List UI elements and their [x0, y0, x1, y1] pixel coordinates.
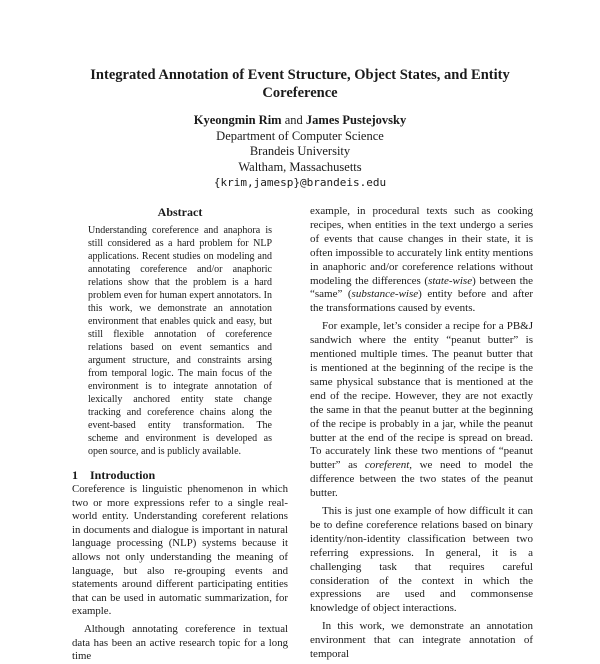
left-column [72, 205, 288, 664]
author-department: Department of Computer Science [216, 128, 384, 143]
author-names [100, 113, 500, 129]
section-number: 1 [72, 468, 78, 482]
author-1: Kyeongmin Rim [193, 113, 282, 127]
introduction-heading [72, 468, 288, 483]
author-2: James Pustejovsky [305, 113, 407, 127]
author-city: Waltham, Massachusetts [238, 159, 362, 174]
text-run: For example, let’s consider a recipe for a PB&J sandwich where the entity “peanut butter” is mentioned multiple times. The peanut butter that is mentioned at the beginning of the recipe is the same physical substance that is mentioned at the end of the recipe. However, they are not exactly the same in that the peanut butter at the beginning of the recipe is probably in a jar, while the peanut butter at the end of the recipe is spread on bread. To accurately link these two mentions of “peanut butter” as [310, 320, 533, 472]
text-run: ) entity before and after the transformations caused by events. [310, 288, 534, 315]
right-column [310, 205, 533, 662]
emphasis-state-wise: state-wise [428, 274, 473, 287]
author-university: Brandeis University [249, 144, 351, 158]
right-paragraph-1 [310, 205, 533, 316]
emphasis-coreferent: coreferent [364, 459, 410, 472]
section-title: Introduction [90, 468, 156, 482]
text-run: example, in procedural texts such as cooking recipes, when entities in the text undergo a series of events that cause changes in their state, it is often impossible to accurately link entity mentions in anaphoric and/or coreference relations without modeling the differences ( [310, 205, 534, 287]
author-email: {krim,jamesp}@brandeis.edu [213, 176, 387, 189]
introduction-paragraph-2: Although annotating coreference in textual data has been an active research topic for a long time [72, 622, 288, 663]
emphasis-substance-wise: substance-wise [351, 288, 419, 301]
author-conjunction: and [284, 113, 303, 127]
author-block [100, 113, 500, 191]
paper-title: Integrated Annotation of Event Structure, Object States, and Entity Coreference [90, 67, 510, 101]
abstract-heading: Abstract [157, 205, 203, 219]
text-run: , we need to model the difference between the two states of the peanut butter. [310, 459, 534, 500]
right-paragraph-3: This is just one example of how difficult it can be to define coreference relations based on binary identity/non-identity classification between two referring expressions. In general, it is a challenging task that requires careful consideration of the context in which the expressions are used and commonsense knowledge of object interactions. [310, 505, 533, 615]
abstract-text: Understanding coreference and anaphora is still considered as a hard problem for NLP applications. Recent studies on modeling and annotating coreference and/or anaphoric relations show that the problem is a hard problem even for human expert annotators. In this work, we demonstrate an annotation environment that enables quick and easy, but still flexible annotation of coreference relations based on event semantics and argument structure, and constraints arsing from temporal logic. The main focus of the environment is to integrate annotation of lexically anchored entity state change tracking and coreference chains along the event-based entity transformation. The scheme and environment is developed as open source, and is publicly available. [88, 225, 272, 457]
text-run: ) between the “same” ( [310, 274, 534, 301]
introduction-paragraph-1: Coreference is linguistic phenomenon in which two or more expressions refer to a single real-world entity. Understanding coreferent relations in documents and dialogue is important in natural language processing (NLP) systems because it allows not only understanding the meaning of language, but also re-grouping events and statements around different participating entities that can be used in automatic summarization, for example. [72, 483, 288, 618]
right-paragraph-4: In this work, we demonstrate an annotation environment that can integrate annotation of temporal [310, 620, 533, 661]
right-paragraph-2 [310, 320, 533, 501]
